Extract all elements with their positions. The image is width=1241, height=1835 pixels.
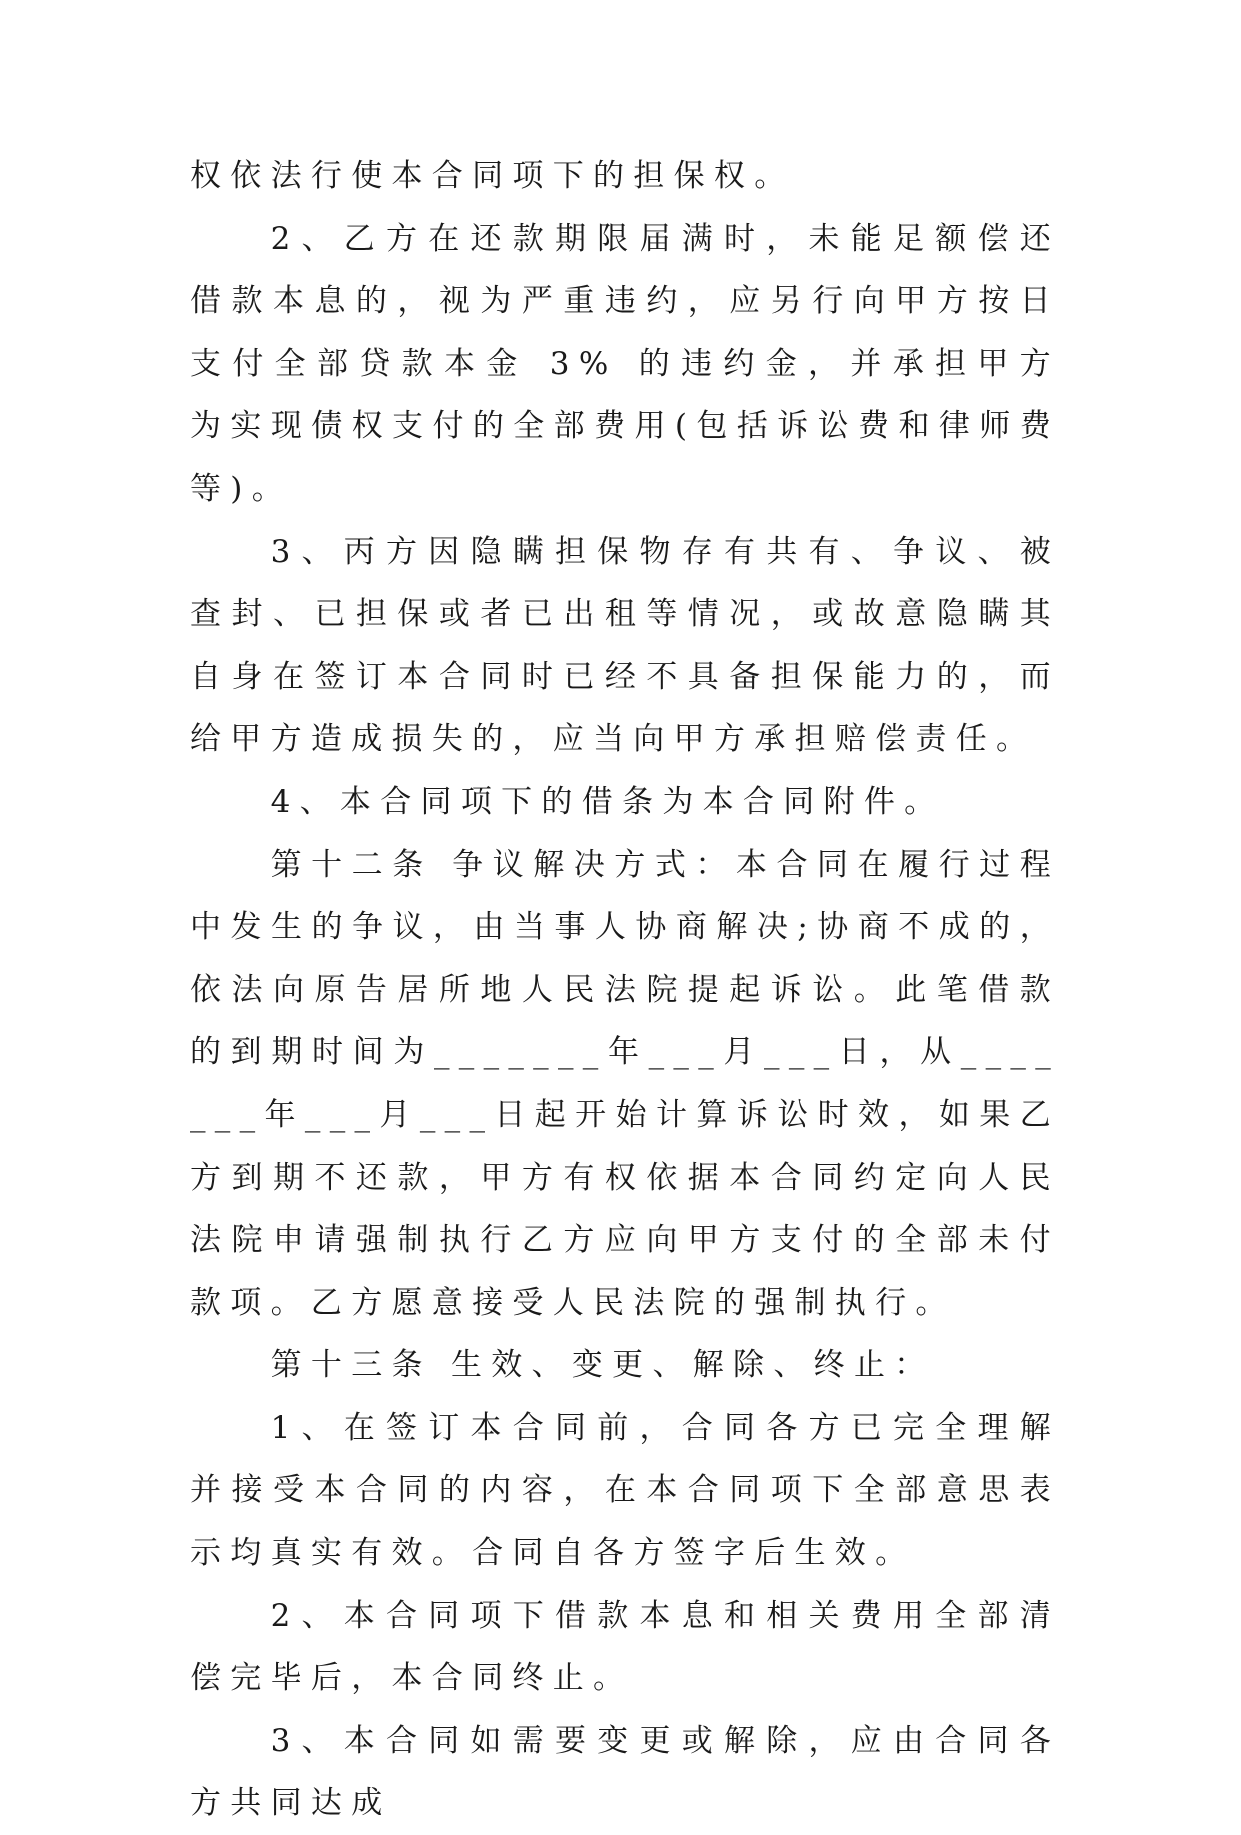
paragraph-article-13-item-1: 1、在签订本合同前，合同各方已完全理解并接受本合同的内容，在本合同项下全部意思表示均真实有效。合同自各方签字后生效。 bbox=[190, 1409, 1060, 1572]
paragraph-article-13-item-3: 3、本合同如需要变更或解除，应由合同各方共同达成 bbox=[190, 1722, 1060, 1822]
paragraph-article-13-heading: 第十三条 生效、变更、解除、终止： bbox=[270, 1347, 935, 1384]
paragraph-article-12-dispute: 第十二条 争议解决方式：本合同在履行过程中发生的争议，由当事人协商解决;协商不成的，依法向原告居所地人民法院提起诉讼。此笔借款的到期时间为_______年___月___日，从_______年___月___日起开始计算诉讼时效，如果乙方到期不还款，甲方有权依据本合同约定向人民法院申请强制执行乙方应向甲方支付的全部未付款项。乙方愿意接受人民法院的强制执行。 bbox=[190, 846, 1060, 1321]
paragraph-guarantee-right: 权依法行使本合同项下的担保权。 bbox=[190, 158, 795, 194]
document-page bbox=[190, 145, 1060, 1835]
paragraph-clause-2-default: 2、乙方在还款期限届满时，未能足额偿还借款本息的，视为严重违约，应另行向甲方按日支付全部贷款本金 3% 的违约金，并承担甲方为实现债权支付的全部费用(包括诉讼费和律师费等)。 bbox=[190, 220, 1060, 507]
paragraph-article-13-item-2: 2、本合同项下借款本息和相关费用全部清偿完毕后，本合同终止。 bbox=[190, 1597, 1060, 1697]
paragraph-clause-4-attachment: 4、本合同项下的借条为本合同附件。 bbox=[270, 783, 945, 820]
paragraph-clause-3-concealment: 3、丙方因隐瞒担保物存有共有、争议、被查封、已担保或者已出租等情况，或故意隐瞒其自身在签订本合同时已经不具备担保能力的，而给甲方造成损失的，应当向甲方承担赔偿责任。 bbox=[190, 533, 1060, 758]
